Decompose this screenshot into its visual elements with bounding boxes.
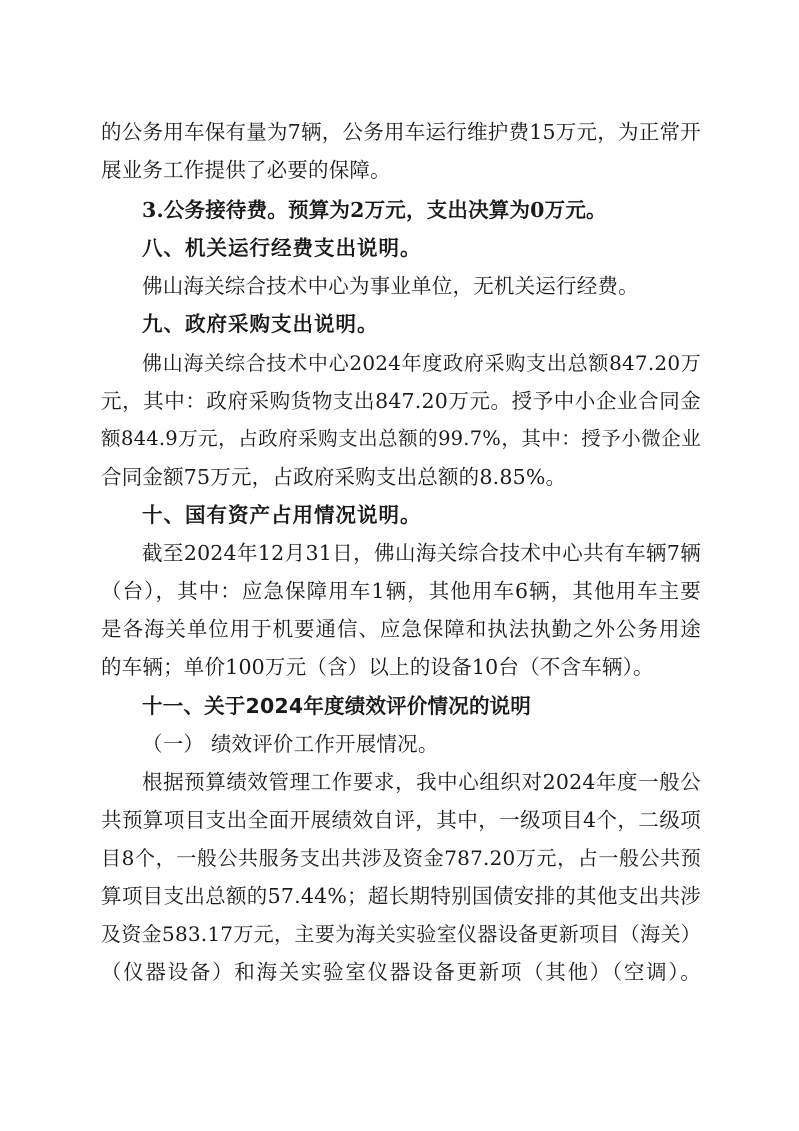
section-heading: 八、机关运行经费支出说明。 (142, 236, 422, 260)
section-heading: 十、国有资产占用情况说明。 (142, 503, 422, 527)
paragraph-line: 展业务工作提供了必要的保障。 (101, 158, 391, 182)
paragraph-line: （仪器设备）和海关实验室仪器设备更新项（其他）（空调）。 (101, 960, 701, 984)
paragraph-line: 合同金额75万元，占政府采购支出总额的8.85%。 (101, 465, 567, 489)
item-number: 3. (142, 198, 164, 222)
item-line (142, 192, 701, 228)
section-heading: 九、政府采购支出说明。 (142, 312, 379, 336)
paragraph-line: 根据预算绩效管理工作要求，我中心组织对2024年度一般公 (142, 770, 701, 794)
section-heading: 十一、关于2024年度绩效评价情况的说明 (142, 694, 532, 718)
item-text: 公务接待费。预算为2万元，支出决算为0万元。 (163, 198, 607, 222)
paragraph-line: 佛山海关综合技术中心2024年度政府采购支出总额847.20万 (142, 351, 701, 375)
paragraph-line: 算项目支出总额的57.44%；超长期特别国债安排的其他支出共涉 (101, 884, 701, 908)
paragraph-line: 目8个，一般公共服务支出共涉及资金787.20万元，占一般公共预 (101, 846, 701, 870)
paragraph-line: （台），其中：应急保障用车1辆，其他用车6辆，其他用车主要 (101, 579, 701, 603)
paragraph-line: 共预算项目支出全面开展绩效自评，其中，一级项目4个，二级项 (101, 808, 701, 832)
paragraph-line: 及资金583.17万元，主要为海关实验室仪器设备更新项目（海关） (101, 922, 701, 946)
subsection-heading: （一） 绩效评价工作开展情况。 (142, 732, 439, 756)
paragraph-line: 元，其中：政府采购货物支出847.20万元。授予中小企业合同金 (101, 389, 701, 413)
paragraph-line: 是各海关单位用于机要通信、应急保障和执法执勤之外公务用途 (101, 617, 701, 641)
paragraph-line: 额844.9万元，占政府采购支出总额的99.7%，其中：授予小微企业 (101, 427, 701, 450)
paragraph-line: 截至2024年12月31日，佛山海关综合技术中心共有车辆7辆 (142, 541, 701, 565)
paragraph-line: 的公务用车保有量为7辆，公务用车运行维护费15万元，为正常开 (101, 120, 701, 144)
paragraph-line: 的车辆；单价100万元（含）以上的设备10台（不含车辆）。 (101, 655, 654, 679)
paragraph-line: 佛山海关综合技术中心为事业单位，无机关运行经费。 (142, 274, 639, 298)
